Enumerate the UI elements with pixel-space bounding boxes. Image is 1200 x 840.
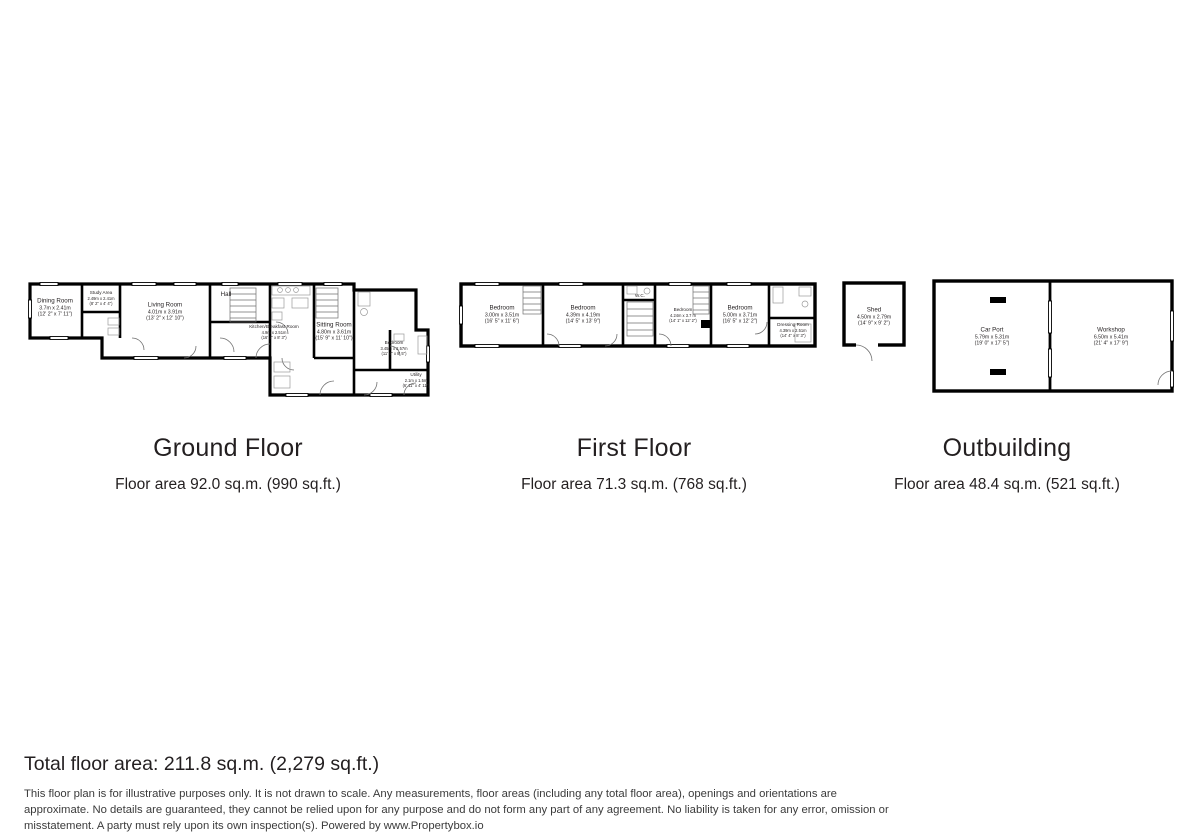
room-label-study-area: Study Area 2.49m x 2.41m (8' 2" x 4' 4") xyxy=(87,290,115,306)
room-label-shed: Shed 4.50m x 2.79m (14' 9" x 9' 2") xyxy=(856,306,892,327)
ground-floor-title: Ground Floor xyxy=(153,434,303,462)
room-label-sitting-room: Sitting Room 4.80m x 3.61m (15' 9" x 11' 10") xyxy=(315,321,353,342)
first-floor-plan xyxy=(455,272,825,382)
ground-floor-drawing xyxy=(24,270,444,415)
disclaimer-text: This floor plan is for illustrative purposes only. It is not drawn to scale. Any measurements, floor areas (including any total floor area), openings and orientations are approximate. No details are guaranteed, they cannot be relied upon for any purpose and do not form any part of any agreement. No liability is taken for any error, omission or misstatement. A party must rely upon its own inspection(s). Powered by www.Propertybox.io xyxy=(24,788,889,833)
room-label-dressing-room: Dressing Room 4.39m x 2.51m (14' 4" x 8' 3") xyxy=(777,322,809,338)
room-label-hall: Hall xyxy=(220,291,232,299)
room-label-car-port: Car Port 5.79m x 5.31m (19' 0" x 17' 5") xyxy=(974,326,1010,347)
room-label-wc: W.C. xyxy=(635,293,645,299)
outbuilding-plan xyxy=(838,275,1178,400)
room-label-bedroom-4: Bedroom 5.00m x 3.71m (16' 5" x 12' 2") xyxy=(722,304,758,325)
room-label-utility: Utility 2.1m x 1.5m (6' 11" x 4' 11") xyxy=(402,372,430,388)
fixtures-ground xyxy=(108,286,427,388)
ground-floor-plan xyxy=(24,270,444,415)
room-label-workshop: Workshop 6.50m x 5.41m (21' 4" x 17' 9") xyxy=(1093,326,1129,347)
total-floor-area: Total floor area: 211.8 sq.m. (2,279 sq.ft.) xyxy=(24,753,380,775)
outbuilding-title: Outbuilding xyxy=(942,434,1072,462)
room-label-living-room: Living Room 4.01m x 3.91m (13' 2" x 12' 10") xyxy=(146,301,184,322)
stairs-first xyxy=(523,286,709,336)
first-floor-area: Floor area 71.3 sq.m. (768 sq.ft.) xyxy=(521,476,747,493)
room-label-bedroom-ground: Bedroom 3.45m x 2.57m (11' 4" x 8' 5") xyxy=(380,340,408,356)
outbuilding-area: Floor area 48.4 sq.m. (521 sq.ft.) xyxy=(894,476,1120,493)
room-label-bedroom-2: Bedroom 4.39m x 4.19m (14' 5" x 13' 9") xyxy=(565,304,601,325)
room-label-bedroom-1: Bedroom 3.00m x 3.51m (16' 5" x 11' 6") xyxy=(484,304,520,325)
outbuilding-drawing xyxy=(838,275,1178,400)
room-label-kitchen-breakfast-room: Kitchen/Breakfast Room 4.9m x 2.51m (16' 1" x 8' 3") xyxy=(249,324,299,340)
first-floor-title: First Floor xyxy=(576,434,692,462)
ground-floor-area: Floor area 92.0 sq.m. (990 sq.ft.) xyxy=(115,476,341,493)
first-floor-drawing xyxy=(455,272,825,382)
room-label-bedroom-3: Bedroom 4.24m x 3.7 m (14' 1" x 12' 2") xyxy=(669,307,697,323)
room-label-dining-room: Dining Room 3.7m x 2.41m (12' 2" x 7' 11") xyxy=(37,297,73,318)
